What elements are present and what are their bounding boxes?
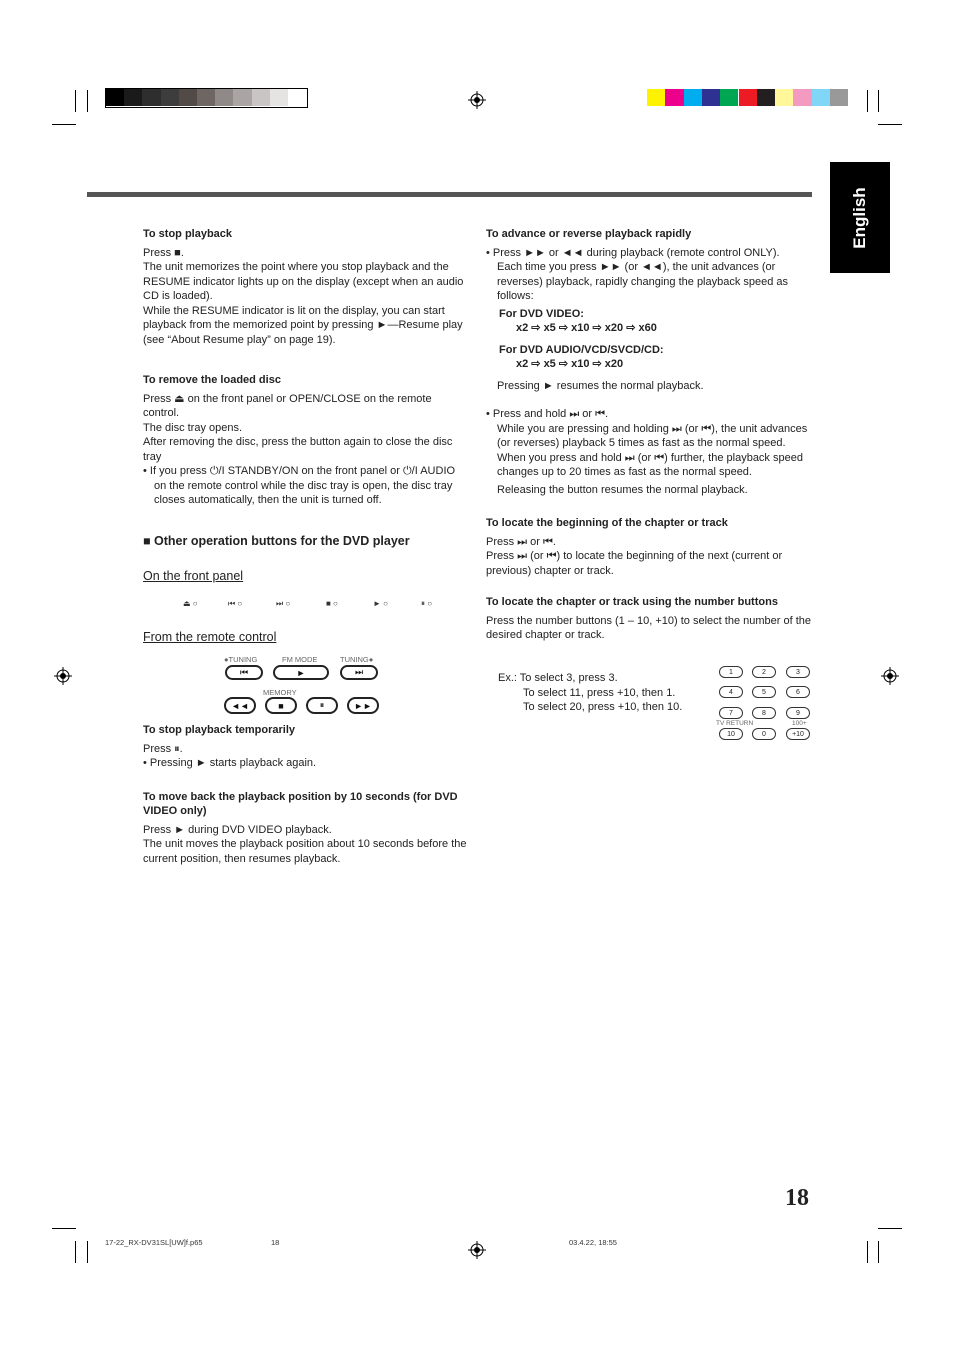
play-button[interactable]: ►: [273, 665, 329, 680]
number-key-7[interactable]: 8: [752, 707, 776, 719]
advance-text-1: Each time you press ►► (or ◄◄), the unit advances (or reverses) playback, rapidly changing the playback speed as follows:: [497, 261, 789, 302]
registration-mark-icon: [468, 1241, 486, 1259]
stop-heading: To stop playback: [143, 228, 233, 240]
crop-mark: [867, 1241, 868, 1263]
advance-bullet-1: • Press ►► or ◄◄ during playback (remote control ONLY).: [486, 246, 780, 259]
number-key-5[interactable]: 6: [786, 686, 810, 698]
locate-text-2: Press ⏭ (or ⏮) to locate the beginning of the next (current or previous) chapter or track.: [486, 550, 783, 577]
advance-text-2: Pressing ► resumes the normal playback.: [497, 379, 704, 392]
crop-mark: [52, 1228, 76, 1229]
number-key-10[interactable]: 0: [752, 728, 776, 740]
crop-mark: [75, 90, 76, 112]
stop-button[interactable]: ■: [265, 697, 297, 714]
footer-page: 18: [271, 1238, 280, 1247]
front-panel-button-3[interactable]: ■ ○: [326, 599, 338, 608]
dvd-video-label: For DVD VIDEO:: [499, 307, 584, 320]
number-key-8[interactable]: 9: [786, 707, 810, 719]
stop-text-2: The unit memorizes the point where you stop playback and the RESUME indicator lights up on the display (except when an audio CD is loaded).: [143, 261, 464, 302]
advance-heading: To advance or reverse playback rapidly: [486, 228, 692, 240]
crop-mark: [878, 1228, 902, 1229]
front-panel-button-2[interactable]: ⏭ ○: [276, 599, 291, 608]
rewind-button[interactable]: ◄◄: [224, 697, 256, 714]
pause-text-1: Press ⏸.: [143, 742, 183, 755]
fm-mode-label: FM MODE: [282, 655, 318, 664]
front-panel-label: On the front panel: [143, 569, 244, 583]
stop-text-3: While the RESUME indicator is lit on the display, you can start playback from the memorized point by pressing ►—Resume play (see “About Resume play” on page 19).: [143, 304, 463, 346]
number-key-3[interactable]: 4: [719, 686, 743, 698]
color-swatch: [684, 89, 702, 106]
footer-date: 03.4.22, 18:55: [569, 1238, 617, 1247]
next-button[interactable]: ⏭: [340, 665, 378, 680]
remove-heading: To remove the loaded disc: [143, 374, 281, 386]
header-rule: [87, 192, 812, 197]
hundred-plus-label: 100+: [792, 720, 807, 727]
number-examples: [498, 671, 708, 715]
crop-mark: [52, 124, 76, 125]
page-number: 18: [785, 1185, 809, 1211]
stop-text-1: Press ■.: [143, 246, 184, 259]
example-2: To select 11, press +10, then 1.: [523, 686, 676, 699]
example-3: To select 20, press +10, then 10.: [523, 701, 683, 713]
grayscale-bar-frame: [105, 88, 308, 108]
memory-label: MEMORY: [263, 688, 297, 697]
tuning-left-label: ●TUNING: [224, 655, 258, 664]
left-column-lower: [143, 723, 469, 866]
color-swatch: [702, 89, 720, 106]
number-key-1[interactable]: 2: [752, 666, 776, 678]
number-text-1: Press the number buttons (1 – 10, +10) to select the number of the desired chapter or track.: [486, 614, 811, 641]
right-column: [486, 227, 812, 643]
color-swatch: [812, 89, 830, 106]
number-key-2[interactable]: 3: [786, 666, 810, 678]
registration-mark-icon: [468, 91, 486, 109]
number-key-0[interactable]: 1: [719, 666, 743, 678]
crop-mark: [878, 124, 902, 125]
advance-text-3: While you are pressing and holding ⏭ (or ⏮), the unit advances (or reverses) playback 5 times as fast as the normal speed. When you press and hold ⏭ (or ⏮) further, the playback speed changes up to 20 times as fast as the normal speed.: [497, 422, 808, 478]
color-swatch: [720, 89, 738, 106]
number-key-4[interactable]: 5: [752, 686, 776, 698]
crop-mark: [878, 90, 879, 112]
color-swatch: [775, 89, 793, 106]
dvd-audio-label: For DVD AUDIO/VCD/SVCD/CD:: [499, 343, 664, 356]
front-panel-button-5[interactable]: ⏸ ○: [421, 599, 433, 608]
crop-mark: [867, 90, 868, 112]
crop-mark: [75, 1241, 76, 1263]
dvd-video-sequence: x2 ⇨ x5 ⇨ x10 ⇨ x20 ⇨ x60: [516, 322, 657, 334]
remove-text-2: The disc tray opens.: [143, 421, 243, 434]
advance-bullet-2: • Press and hold ⏭ or ⏮.: [486, 408, 609, 420]
number-key-6[interactable]: 7: [719, 707, 743, 719]
advance-text-4: Releasing the button resumes the normal playback.: [497, 483, 748, 496]
number-heading: To locate the chapter or track using the number buttons: [486, 596, 778, 608]
remove-bullet: • If you press ⏻/I STANDBY/ON on the front panel or ⏻/I AUDIO on the remote control while the disc tray is open, the disc tray closes automatically, then the unit is turned off.: [143, 465, 456, 506]
color-swatch: [830, 89, 848, 106]
back10-text-2: The unit moves the playback position about 10 seconds before the current position, then resumes playback.: [143, 838, 467, 865]
crop-mark: [87, 1241, 88, 1263]
pause-bullet: • Pressing ► starts playback again.: [143, 757, 317, 769]
language-tab: [830, 162, 890, 273]
pause-button[interactable]: ⏸: [306, 697, 338, 714]
registration-mark-icon: [54, 667, 72, 685]
crop-mark: [87, 90, 88, 112]
color-swatch: [665, 89, 683, 106]
number-key-9[interactable]: 10: [719, 728, 743, 740]
color-swatch: [757, 89, 775, 106]
crop-mark: [878, 1241, 879, 1263]
registration-mark-icon: [881, 667, 899, 685]
fast-forward-button[interactable]: ►►: [347, 697, 379, 714]
locate-heading: To locate the beginning of the chapter or track: [486, 517, 728, 529]
locate-text-1: Press ⏭ or ⏮.: [486, 535, 556, 548]
remote-label: From the remote control: [143, 630, 277, 644]
other-buttons-heading: ■ Other operation buttons for the DVD player: [143, 534, 410, 548]
color-swatch: [739, 89, 757, 106]
back10-heading: To move back the playback position by 10 seconds (for DVD VIDEO only): [143, 790, 458, 817]
example-1: Ex.: To select 3, press 3.: [498, 672, 618, 684]
remove-text-1: Press ⏏ on the front panel or OPEN/CLOSE on the remote control.: [143, 392, 432, 419]
dvd-audio-sequence: x2 ⇨ x5 ⇨ x10 ⇨ x20: [516, 358, 624, 370]
left-column: [143, 227, 469, 508]
tv-return-label: TV RETURN: [716, 720, 754, 727]
front-panel-button-1[interactable]: ⏮ ○: [228, 599, 243, 608]
remove-text-3: After removing the disc, press the button again to close the disc tray: [143, 436, 453, 463]
prev-button[interactable]: ⏮: [225, 665, 263, 680]
pause-heading: To stop playback temporarily: [143, 724, 296, 736]
front-panel-button-4[interactable]: ► ○: [373, 599, 388, 608]
number-key-11[interactable]: +10: [786, 728, 810, 740]
front-panel-button-0[interactable]: ⏏ ○: [183, 599, 198, 608]
footer-file: 17-22_RX-DV31SL[UW]f.p65: [105, 1238, 203, 1247]
language-tab-label: English: [850, 186, 869, 249]
color-swatch: [793, 89, 811, 106]
color-swatch: [647, 89, 665, 106]
back10-text-1: Press ► during DVD VIDEO playback.: [143, 823, 332, 836]
tuning-right-label: TUNING●: [340, 655, 374, 664]
